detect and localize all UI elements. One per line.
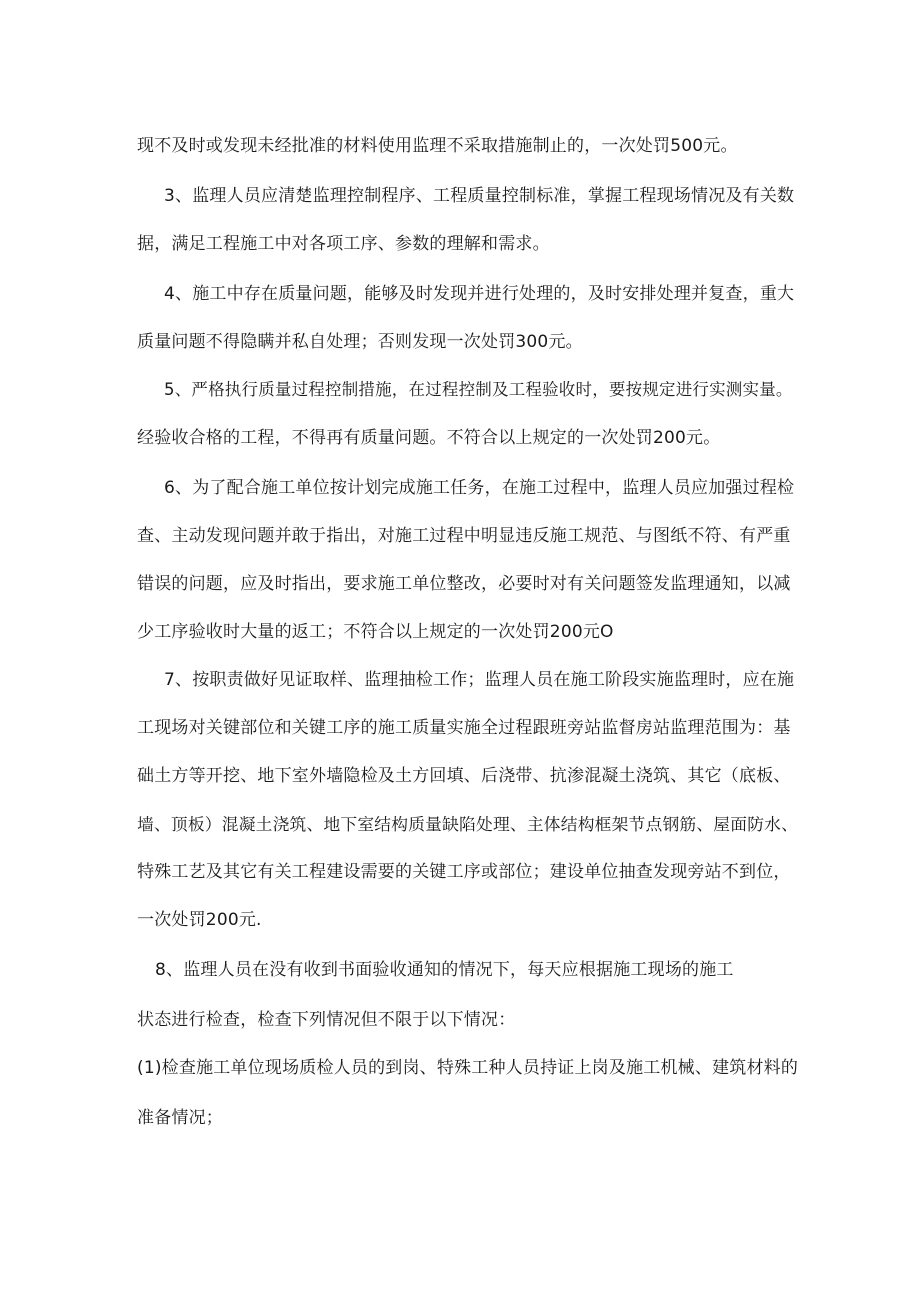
text-line-20: (1)检查施工单位现场质检人员的到岗、特殊工种人员持证上岗及施工机械、建筑材料的 [137,1058,799,1078]
text-line-3: 据，满足工程施工中对各项工序、参数的理解和需求。 [137,234,550,254]
text-line-18: 8、监理人员在没有收到书面验收通知的情况下，每天应根据施工现场的施工 [155,960,734,980]
text-line-12: 7、按职责做好见证取样、监理抽检工作；监理人员在施工阶段实施监理时，应在施 [164,670,795,690]
text-line-2: 3、监理人员应清楚监理控制程序、工程质量控制标准，掌握工程现场情况及有关数 [164,186,795,206]
text-line-21: 准备情况； [137,1108,223,1128]
text-line-9: 查、主动发现问题并敢于指出，对施工过程中明显违反施工规范、与图纸不符、有严重 [137,526,791,546]
text-line-8: 6、为了配合施工单位按计划完成施工任务，在施工过程中，监理人员应加强过程检 [164,478,795,498]
text-line-17: 一次处罚200元. [137,910,262,930]
text-line-5: 质量问题不得隐瞒并私自处理；否则发现一次处罚300元。 [137,332,583,352]
text-line-1: 现不及时或发现未经批准的材料使用监理不采取措施制止的，一次处罚500元。 [137,136,738,156]
text-line-6: 5、严格执行质量过程控制措施，在过程控制及工程验收时，要按规定进行实测实量。 [164,380,793,399]
text-line-10: 错误的问题，应及时指出，要求施工单位整改，必要时对有关问题签发监理通知，以减 [137,574,791,594]
text-line-4: 4、施工中存在质量问题，能够及时发现并进行处理的，及时安排处理并复查，重大 [164,284,795,304]
text-line-11: 少工序验收时大量的返工；不符合以上规定的一次处罚200元O [137,622,614,642]
text-line-13: 工现场对关键部位和关键工序的施工质量实施全过程跟班旁站监督房站监理范围为：基 [137,718,791,738]
text-line-7: 经验收合格的工程，不得再有质量问题。不符合以上规定的一次处罚200元。 [137,428,721,448]
text-line-15: 墙、顶板）混凝土浇筑、地下室结构质量缺陷处理、主体结构框架节点钢筋、屋面防水、 [137,814,799,834]
text-line-16: 特殊工艺及其它有关工程建设需要的关键工序或部位；建设单位抽查发现旁站不到位， [137,862,791,882]
text-line-19: 状态进行检查，检查下列情况但不限于以下情况： [137,1010,516,1030]
text-line-14: 础土方等开挖、地下室外墙隐检及土方回填、后浇带、抗渗混凝土浇筑、其它（底板、 [137,766,791,786]
